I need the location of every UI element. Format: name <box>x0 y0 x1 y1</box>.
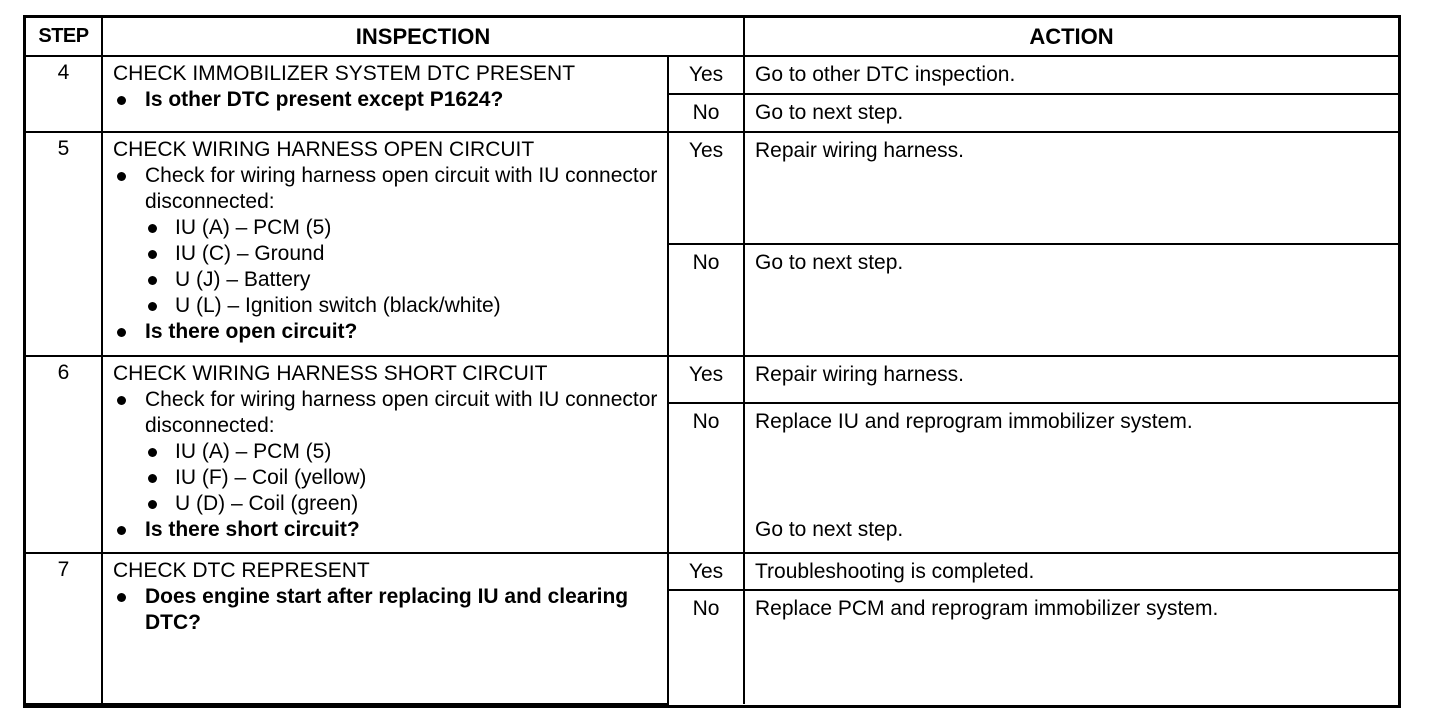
troubleshooting-table <box>23 15 1401 708</box>
yes-action: Troubleshooting is completed. <box>744 553 1398 590</box>
step-title: CHECK WIRING HARNESS SHORT CIRCUIT <box>113 362 548 385</box>
bullet-list <box>113 163 661 345</box>
step-4-yes-row <box>26 56 1398 94</box>
list-item: U (J) – Battery <box>145 267 661 293</box>
yes-label: Yes <box>668 132 744 244</box>
yes-action: Repair wiring harness. <box>744 356 1398 403</box>
step-inspection <box>102 132 668 356</box>
step-question: Is other DTC present except P1624? <box>113 87 661 113</box>
step-question: Does engine start after replacing IU and clearing DTC? <box>113 584 661 636</box>
bullet-list <box>113 387 661 543</box>
yes-action: Repair wiring harness. <box>744 132 1398 244</box>
check-instruction <box>113 387 661 517</box>
check-text: Check for wiring harness open circuit with IU connector disconnected: <box>145 164 658 213</box>
no-label: No <box>668 244 744 356</box>
no-label: No <box>668 94 744 132</box>
step-inspection <box>102 553 668 704</box>
list-item: IU (F) – Coil (yellow) <box>145 465 661 491</box>
step-number: 7 <box>26 553 102 704</box>
inspection-header: INSPECTION <box>102 18 744 56</box>
bullet-list <box>113 87 661 113</box>
yes-label: Yes <box>668 56 744 94</box>
step-7-yes-row <box>26 553 1398 590</box>
no-action: Go to next step. <box>744 244 1398 356</box>
step-inspection <box>102 356 668 553</box>
step-question: Is there open circuit? <box>113 319 661 345</box>
no-label: No <box>668 403 744 553</box>
step-header: STEP <box>26 18 102 56</box>
no-action-followup: Go to next step. <box>755 518 904 541</box>
yes-label: Yes <box>668 356 744 403</box>
check-instruction <box>113 163 661 319</box>
connector-list <box>145 439 661 517</box>
header-row <box>26 18 1398 56</box>
step-title: CHECK WIRING HARNESS OPEN CIRCUIT <box>113 138 535 161</box>
step-6-yes-row <box>26 356 1398 403</box>
bullet-list <box>113 584 661 636</box>
no-label: No <box>668 590 744 704</box>
step-number: 5 <box>26 132 102 356</box>
list-item: IU (A) – PCM (5) <box>145 215 661 241</box>
list-item: IU (C) – Ground <box>145 241 661 267</box>
connector-list <box>145 215 661 319</box>
step-number: 4 <box>26 56 102 132</box>
step-title: CHECK IMMOBILIZER SYSTEM DTC PRESENT <box>113 62 576 85</box>
yes-label: Yes <box>668 553 744 590</box>
no-action: Replace PCM and reprogram immobilizer system. <box>744 590 1398 704</box>
step-inspection <box>102 56 668 132</box>
yes-action: Go to other DTC inspection. <box>744 56 1398 94</box>
no-action: Go to next step. <box>744 94 1398 132</box>
list-item: U (L) – Ignition switch (black/white) <box>145 293 661 319</box>
action-header: ACTION <box>744 18 1398 56</box>
step-5-yes-row <box>26 132 1398 244</box>
list-item: U (D) – Coil (green) <box>145 491 661 517</box>
no-action: Replace IU and reprogram immobilizer system. <box>755 410 1193 433</box>
step-title: CHECK DTC REPRESENT <box>113 559 370 582</box>
step-number: 6 <box>26 356 102 553</box>
no-action-cell <box>744 403 1398 553</box>
check-text: Check for wiring harness open circuit with IU connector disconnected: <box>145 388 658 437</box>
step-question: Is there short circuit? <box>113 517 661 543</box>
list-item: IU (A) – PCM (5) <box>145 439 661 465</box>
